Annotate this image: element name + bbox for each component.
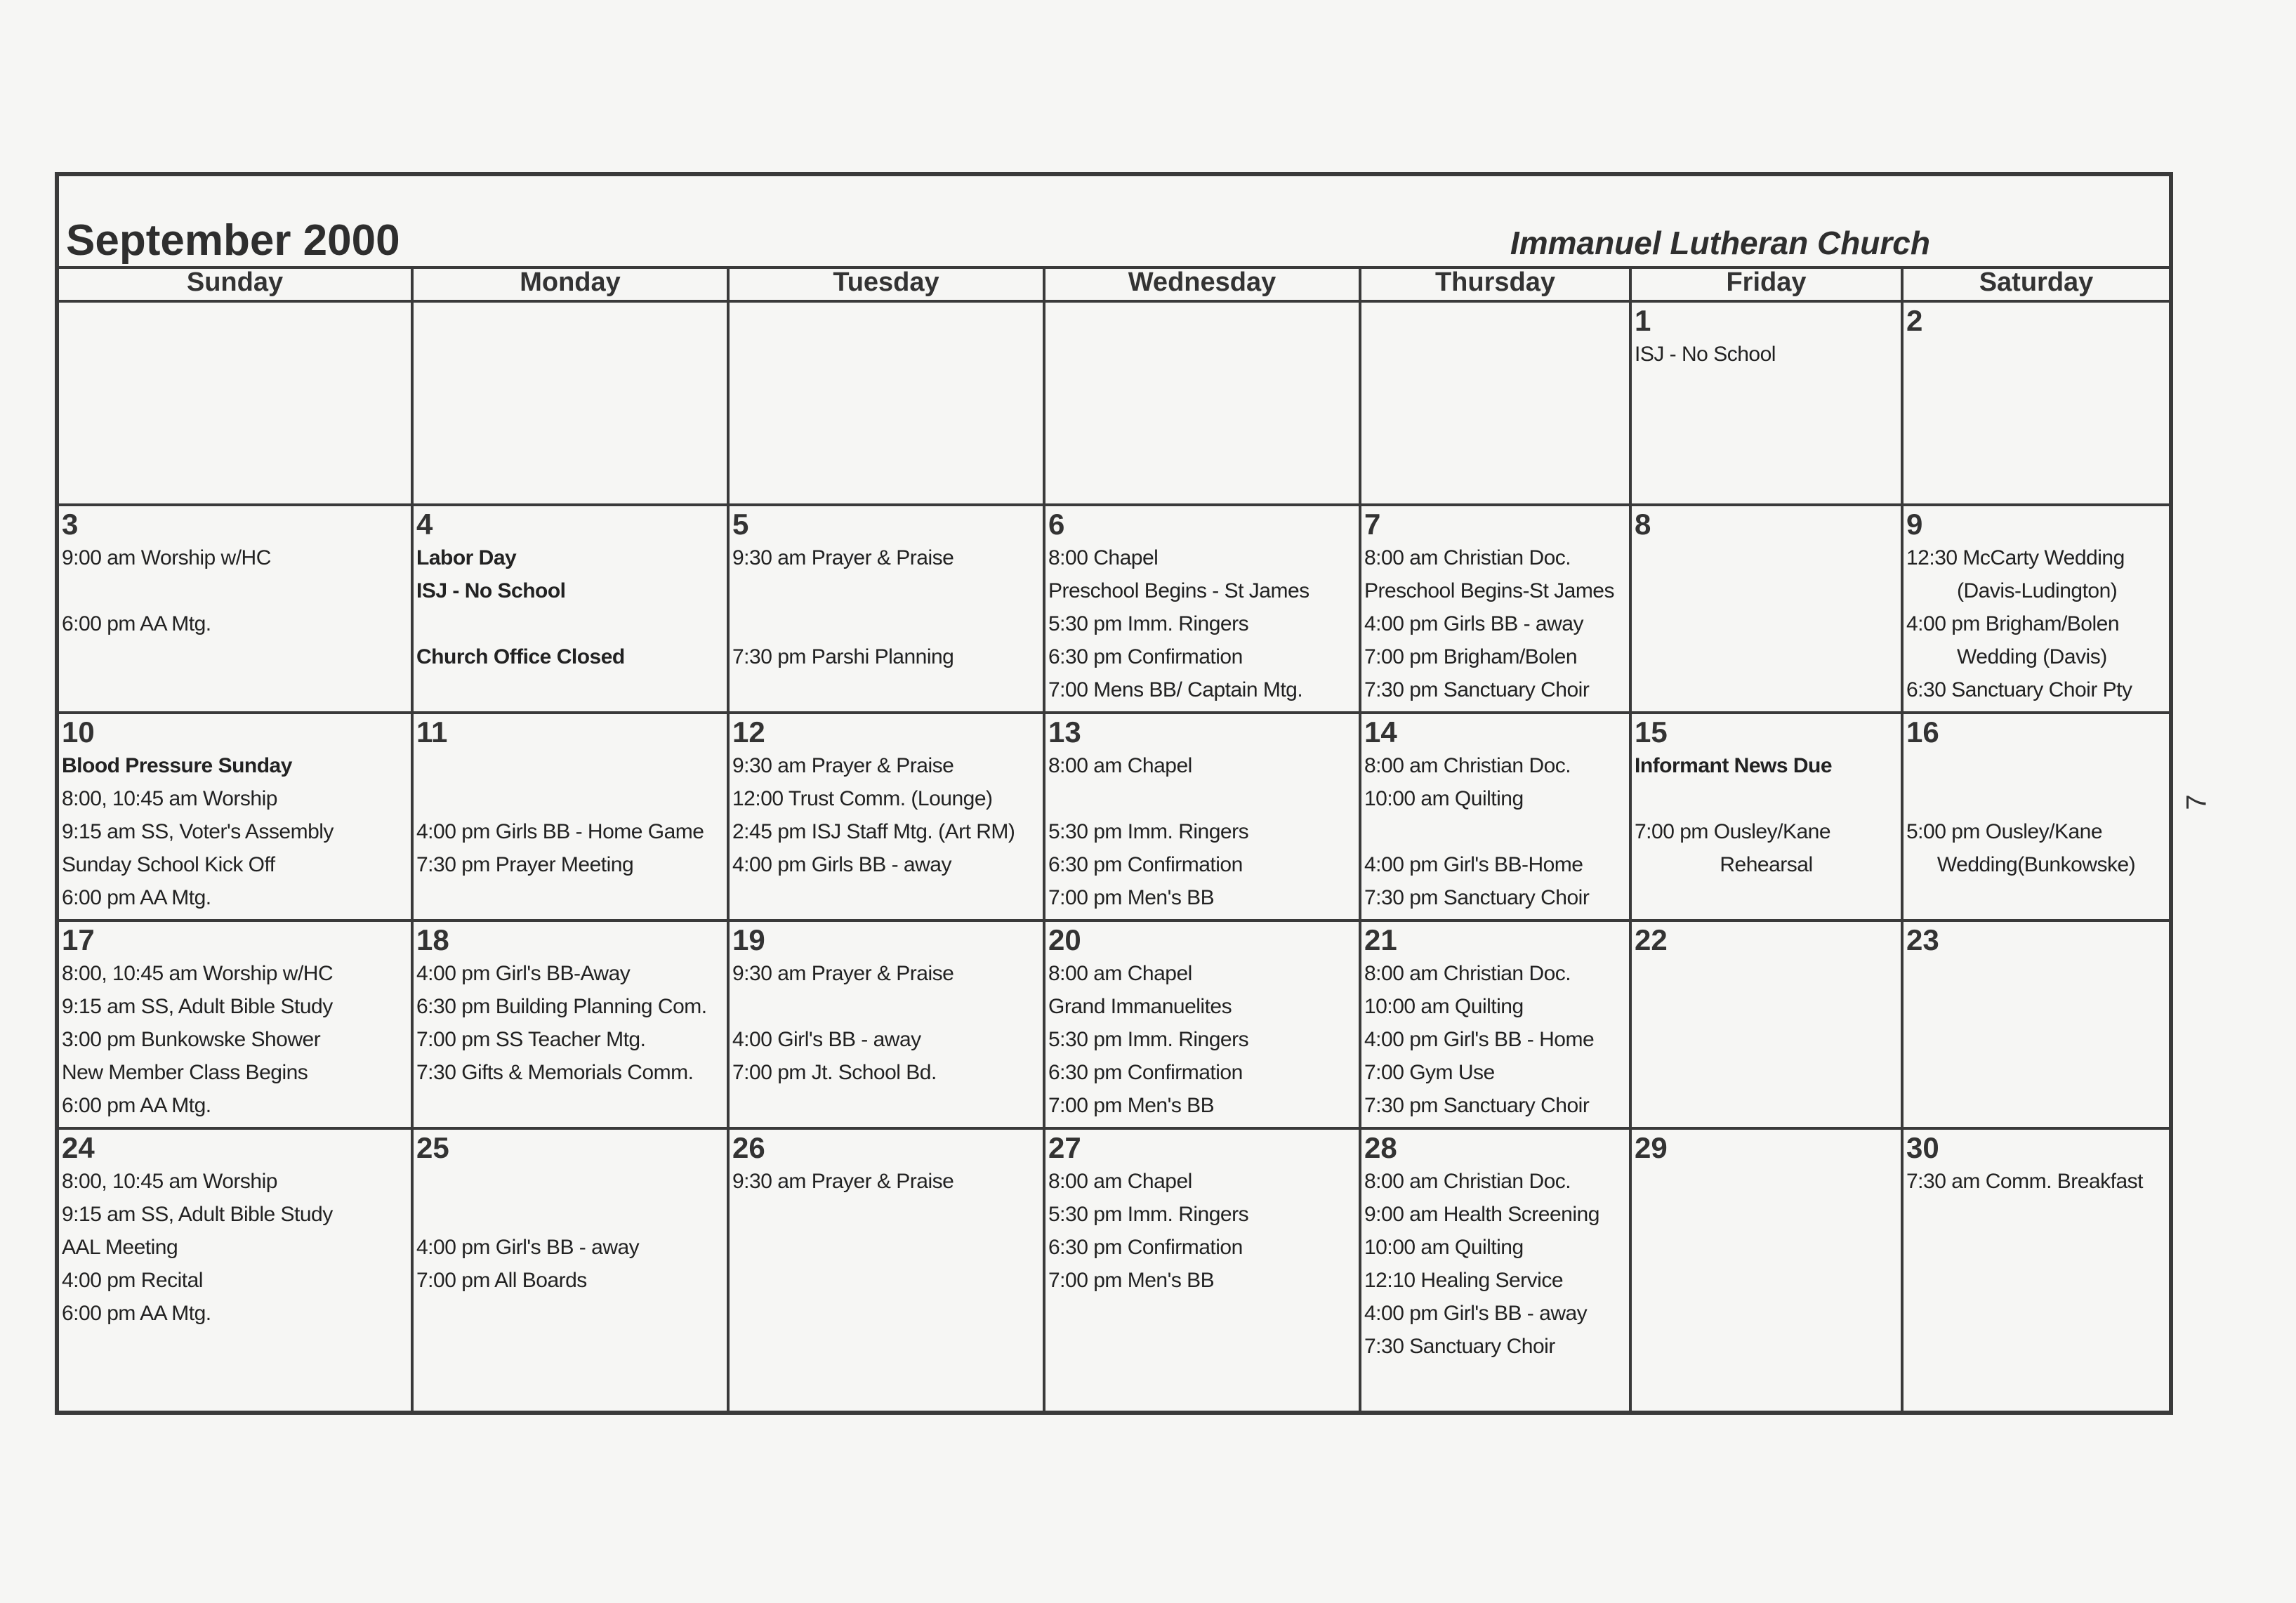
event: 9:30 am Prayer & Praise [732, 546, 954, 569]
event: 4:00 pm Brigham/Bolen [1906, 612, 2120, 635]
event: 4:00 pm Girl's BB - away [1364, 1302, 1588, 1325]
event: 5:30 pm Imm. Ringers [1048, 1203, 1249, 1226]
event: Wedding (Davis) [1957, 645, 2107, 668]
event: 7:00 pm Men's BB [1048, 886, 1215, 909]
day-number: 2 [1906, 304, 1923, 337]
day-cell-18 [414, 922, 730, 1130]
day-cell-26 [730, 1130, 1045, 1411]
event: 6:00 pm AA Mtg. [62, 1302, 211, 1325]
day-cell-empty [1361, 303, 1632, 506]
event: 8:00, 10:45 am Worship w/HC [62, 962, 334, 985]
event: 7:00 pm SS Teacher Mtg. [416, 1028, 646, 1051]
event: Sunday School Kick Off [62, 853, 275, 876]
event: 7:00 pm Men's BB [1048, 1269, 1215, 1292]
day-cell-24 [59, 1130, 414, 1411]
event: 6:30 pm Building Planning Com. [416, 995, 707, 1018]
day-cell-29 [1632, 1130, 1904, 1411]
weekday-friday: Friday [1632, 266, 1904, 300]
day-number: 12 [732, 715, 765, 748]
event: 9:30 am Prayer & Praise [732, 754, 954, 777]
event: 4:00 Girl's BB - away [732, 1028, 921, 1051]
day-number: 13 [1048, 715, 1081, 748]
day-number: 26 [732, 1131, 765, 1164]
event: 4:00 pm Girls BB - away [732, 853, 951, 876]
day-cell-23 [1904, 922, 2169, 1130]
day-number: 10 [62, 715, 95, 748]
event: 10:00 am Quilting [1364, 787, 1524, 810]
event: 10:00 am Quilting [1364, 995, 1524, 1018]
day-cell-30 [1904, 1130, 2169, 1411]
calendar-header [59, 176, 2169, 269]
event: AAL Meeting [62, 1236, 178, 1259]
event: 6:00 pm AA Mtg. [62, 886, 211, 909]
day-cell-3 [59, 506, 414, 714]
event: New Member Class Begins [62, 1061, 308, 1084]
day-number: 19 [732, 923, 765, 956]
weekday-saturday: Saturday [1979, 268, 2094, 297]
event: 4:00 pm Girls BB - away [1364, 612, 1583, 635]
day-cell-12 [730, 714, 1045, 922]
month-title: September 2000 [66, 216, 400, 265]
event: 7:00 pm Jt. School Bd. [732, 1061, 937, 1084]
event: 8:00 am Christian Doc. [1364, 754, 1571, 777]
event: 9:00 am Worship w/HC [62, 546, 271, 569]
event: 4:00 pm Girls BB - Home Game [416, 820, 704, 843]
event: 12:30 McCarty Wedding [1906, 546, 2125, 569]
day-number: 4 [416, 508, 433, 541]
day-number: 6 [1048, 508, 1065, 541]
event: 6:30 Sanctuary Choir Pty [1906, 678, 2132, 701]
event: 6:30 pm Confirmation [1048, 1236, 1243, 1259]
event: 12:10 Healing Service [1364, 1269, 1564, 1292]
day-cell-16 [1904, 714, 2169, 922]
event: 2:45 pm ISJ Staff Mtg. (Art RM) [732, 820, 1015, 843]
day-number: 1 [1635, 304, 1651, 337]
event: 6:30 pm Confirmation [1048, 1061, 1243, 1084]
day-cell-empty [59, 303, 414, 506]
event: 5:30 pm Imm. Ringers [1048, 820, 1249, 843]
day-cell-21 [1361, 922, 1632, 1130]
event: 6:30 pm Confirmation [1048, 645, 1243, 668]
event: 7:30 Sanctuary Choir [1364, 1335, 1555, 1358]
event: 8:00 am Christian Doc. [1364, 962, 1571, 985]
day-cell-14 [1361, 714, 1632, 922]
weekday-sunday: Sunday [59, 266, 414, 300]
event: 7:00 pm All Boards [416, 1269, 587, 1292]
weekday-header-row [59, 266, 2169, 303]
event: (Davis-Ludington) [1957, 579, 2118, 602]
event: Rehearsal [1720, 853, 1813, 876]
event: 8:00, 10:45 am Worship [62, 787, 277, 810]
day-number: 30 [1906, 1131, 1939, 1164]
event: Labor Day [416, 546, 517, 569]
event: 5:30 pm Imm. Ringers [1048, 612, 1249, 635]
day-number: 27 [1048, 1131, 1081, 1164]
event: 7:30 pm Parshi Planning [732, 645, 954, 668]
event: 8:00 am Christian Doc. [1364, 546, 1571, 569]
event: 6:30 pm Confirmation [1048, 853, 1243, 876]
event: 9:30 am Prayer & Praise [732, 962, 954, 985]
day-number: 21 [1364, 923, 1397, 956]
event: 9:00 am Health Screening [1364, 1203, 1599, 1226]
page-number: 7 [2181, 794, 2212, 810]
day-cell-19 [730, 922, 1045, 1130]
weekday-wednesday: Wednesday [1045, 266, 1361, 300]
event: 7:00 Gym Use [1364, 1061, 1495, 1084]
event: 7:30 pm Prayer Meeting [416, 853, 634, 876]
event: Wedding(Bunkowske) [1937, 853, 2136, 876]
event: 7:00 pm Ousley/Kane [1635, 820, 1831, 843]
event: 7:00 Mens BB/ Captain Mtg. [1048, 678, 1303, 701]
event: 9:15 am SS, Adult Bible Study [62, 1203, 333, 1226]
event: 3:00 pm Bunkowske Shower [62, 1028, 321, 1051]
event: 7:30 am Comm. Breakfast [1906, 1170, 2143, 1193]
day-number: 22 [1635, 923, 1668, 956]
event: ISJ - No School [416, 579, 566, 602]
organization-title: Immanuel Lutheran Church [1510, 225, 1930, 261]
day-number: 14 [1364, 715, 1397, 748]
day-cell-17 [59, 922, 414, 1130]
day-cell-6 [1045, 506, 1361, 714]
event: 7:00 pm Brigham/Bolen [1364, 645, 1578, 668]
event: 4:00 pm Girl's BB - Home [1364, 1028, 1595, 1051]
event: 4:00 pm Girl's BB - away [416, 1236, 640, 1259]
day-number: 11 [416, 715, 448, 748]
day-cell-11 [414, 714, 730, 922]
event: 9:30 am Prayer & Praise [732, 1170, 954, 1193]
day-number: 18 [416, 923, 449, 956]
event: 7:30 Gifts & Memorials Comm. [416, 1061, 694, 1084]
day-cell-4 [414, 506, 730, 714]
day-cell-9 [1904, 506, 2169, 714]
event: 5:00 pm Ousley/Kane [1906, 820, 2103, 843]
day-cell-empty [1045, 303, 1361, 506]
day-cell-22 [1632, 922, 1904, 1130]
event: 9:15 am SS, Adult Bible Study [62, 995, 333, 1018]
day-cell-7 [1361, 506, 1632, 714]
event: Church Office Closed [416, 645, 625, 668]
event: 12:00 Trust Comm. (Lounge) [732, 787, 993, 810]
day-number: 7 [1364, 508, 1381, 541]
weekday-monday: Monday [414, 266, 730, 300]
day-number: 25 [416, 1131, 449, 1164]
event: Informant News Due [1635, 754, 1833, 777]
day-cell-8 [1632, 506, 1904, 714]
day-number: 16 [1906, 715, 1939, 748]
day-cell-15 [1632, 714, 1904, 922]
event: 8:00 am Christian Doc. [1364, 1170, 1571, 1193]
event: 6:00 pm AA Mtg. [62, 612, 211, 635]
day-number: 29 [1635, 1131, 1668, 1164]
event: 10:00 am Quilting [1364, 1236, 1524, 1259]
day-number: 9 [1906, 508, 1923, 541]
day-cell-13 [1045, 714, 1361, 922]
day-number: 24 [62, 1131, 95, 1164]
day-number: 23 [1906, 923, 1939, 956]
event: Preschool Begins - St James [1048, 579, 1309, 602]
event: 8:00 am Chapel [1048, 1170, 1192, 1193]
day-cell-empty [730, 303, 1045, 506]
event: Grand Immanuelites [1048, 995, 1232, 1018]
event: 7:30 pm Sanctuary Choir [1364, 1094, 1590, 1117]
event: 9:15 am SS, Voter's Assembly [62, 820, 334, 843]
day-cell-5 [730, 506, 1045, 714]
day-cell-1 [1632, 303, 1904, 506]
day-cell-20 [1045, 922, 1361, 1130]
day-cell-27 [1045, 1130, 1361, 1411]
weekday-tuesday: Tuesday [730, 266, 1045, 300]
event: 4:00 pm Girl's BB-Home [1364, 853, 1583, 876]
calendar-grid [59, 303, 2169, 1411]
event: 4:00 pm Girl's BB-Away [416, 962, 631, 985]
event: Blood Pressure Sunday [62, 754, 292, 777]
event: 8:00 Chapel [1048, 546, 1159, 569]
event: 8:00 am Chapel [1048, 754, 1192, 777]
weekday-thursday: Thursday [1361, 266, 1632, 300]
day-number: 15 [1635, 715, 1668, 748]
day-cell-25 [414, 1130, 730, 1411]
day-number: 5 [732, 508, 749, 541]
day-number: 8 [1635, 508, 1651, 541]
event: 7:30 pm Sanctuary Choir [1364, 678, 1590, 701]
event: 7:00 pm Men's BB [1048, 1094, 1215, 1117]
day-cell-28 [1361, 1130, 1632, 1411]
calendar [55, 172, 2173, 1415]
event: 4:00 pm Recital [62, 1269, 203, 1292]
event: ISJ - No School [1635, 343, 1776, 366]
day-cell-10 [59, 714, 414, 922]
event: 5:30 pm Imm. Ringers [1048, 1028, 1249, 1051]
event: 8:00 am Chapel [1048, 962, 1192, 985]
day-number: 28 [1364, 1131, 1397, 1164]
event: 8:00, 10:45 am Worship [62, 1170, 277, 1193]
event: 6:00 pm AA Mtg. [62, 1094, 211, 1117]
event: Preschool Begins-St James [1364, 579, 1614, 602]
day-number: 17 [62, 923, 95, 956]
day-number: 20 [1048, 923, 1081, 956]
day-cell-2 [1904, 303, 2169, 506]
day-number: 3 [62, 508, 79, 541]
event: 7:30 pm Sanctuary Choir [1364, 886, 1590, 909]
day-cell-empty [414, 303, 730, 506]
